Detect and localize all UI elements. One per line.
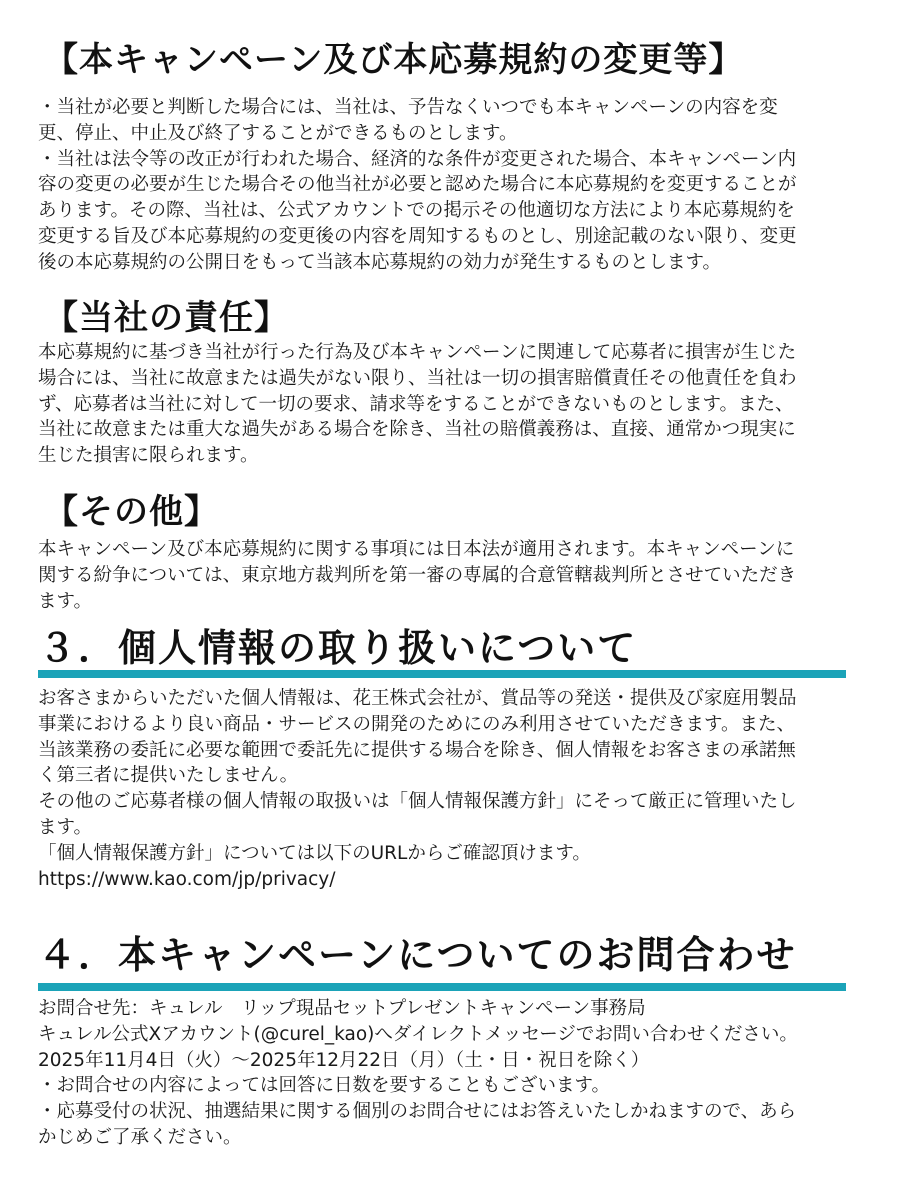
body-line: お問合せ先：キュレル リップ現品セットプレゼントキャンペーン事務局 [38, 998, 646, 1019]
body-line: 2025年11月4日（火）～2025年12月22日（月）（土・日・祝日を除く） [38, 1049, 650, 1071]
body-line: ・当社は法令等の改正が行われた場合、経済的な条件が変更された場合、本キャンペーン内 [38, 148, 797, 170]
body-line: 容の変更の必要が生じた場合その他当社が必要と認めた場合に本応募規約を変更することが [38, 174, 797, 196]
section-divider [38, 983, 846, 991]
section-divider [38, 670, 846, 678]
body-line: ます。 [38, 816, 93, 838]
body-line: 変更する旨及び本応募規約の変更後の内容を周知するものとし、別途記載のない限り、変更 [38, 225, 797, 247]
body-responsibility [38, 340, 868, 469]
body-line: ・当社が必要と判断した場合には、当社は、予告なくいつでも本キャンペーンの内容を変 [38, 97, 778, 118]
body-other [38, 537, 868, 614]
heading-other: 【その他】 [44, 492, 219, 532]
body-line: 更、停止、中止及び終了することができるものとします。 [38, 122, 518, 144]
body-line: 当該業務の委託に必要な範囲で委託先に提供する場合を除き、個人情報をお客さまの承諾無 [38, 739, 796, 761]
body-line: その他のご応募者様の個人情報の取扱いは「個人情報保護方針」にそって厳正に管理いたし [38, 791, 797, 813]
body-line: 事業におけるより良い商品・サービスの開発のためにのみ利用させていただきます。また、 [38, 713, 796, 735]
body-line: ・お問合せの内容によっては回答に日数を要することもございます。 [38, 1075, 611, 1097]
body-line: キュレル公式Xアカウント(@curel_kao)へダイレクトメッセージでお問い合わせください。 [38, 1023, 798, 1045]
body-change [38, 95, 868, 276]
heading-contact: ４．本キャンペーンについてのお問合わせ [38, 933, 797, 977]
body-line: ず、応募者は当社に対して一切の要求、請求等をすることができないものとします。また、 [38, 393, 794, 415]
body-line: お客さまからいただいた個人情報は、花王株式会社が、賞品等の発送・提供及び家庭用製品 [38, 688, 797, 709]
body-line: 本応募規約に基づき当社が行った行為及び本キャンペーンに関連して応募者に損害が生じた [38, 342, 797, 363]
body-privacy [38, 686, 868, 892]
body-line: あります。その際、当社は、公式アカウントでの掲示その他適切な方法により本応募規約を [38, 200, 795, 222]
heading-privacy: ３．個人情報の取り扱いについて [38, 626, 638, 670]
body-line: 場合には、当社に故意または過失がない限り、当社は一切の損害賠償責任その他責任を負わ [38, 367, 797, 389]
body-line: ・応募受付の状況、抽選結果に関する個別のお問合せにはお答えいたしかねますので、あら [38, 1101, 797, 1123]
body-line: 「個人情報保護方針」については以下のURLからご確認頂けます。 [38, 842, 591, 864]
body-line: く第三者に提供いたしません。 [38, 765, 299, 787]
heading-responsibility: 【当社の責任】 [44, 298, 289, 338]
body-line: 後の本応募規約の公開日をもって当該本応募規約の効力が発生するものとします。 [38, 251, 722, 273]
privacy-url-link[interactable]: https://www.kao.com/jp/privacy/ [38, 868, 336, 890]
body-line: 関する紛争については、東京地方裁判所を第一審の専属的合意管轄裁判所とさせていただき [38, 564, 797, 586]
body-line: 生じた損害に限られます。 [38, 445, 259, 467]
body-line: 本キャンペーン及び本応募規約に関する事項には日本法が適用されます。本キャンペーンに [38, 539, 795, 560]
body-line: 当社に故意または重大な過失がある場合を除き、当社の賠償義務は、直接、通常かつ現実に [38, 419, 796, 441]
heading-change: 【本キャンペーン及び本応募規約の変更等】 [44, 40, 744, 80]
body-line: かじめご了承ください。 [38, 1126, 242, 1148]
body-line: ます。 [38, 590, 93, 612]
body-contact [38, 996, 868, 1151]
